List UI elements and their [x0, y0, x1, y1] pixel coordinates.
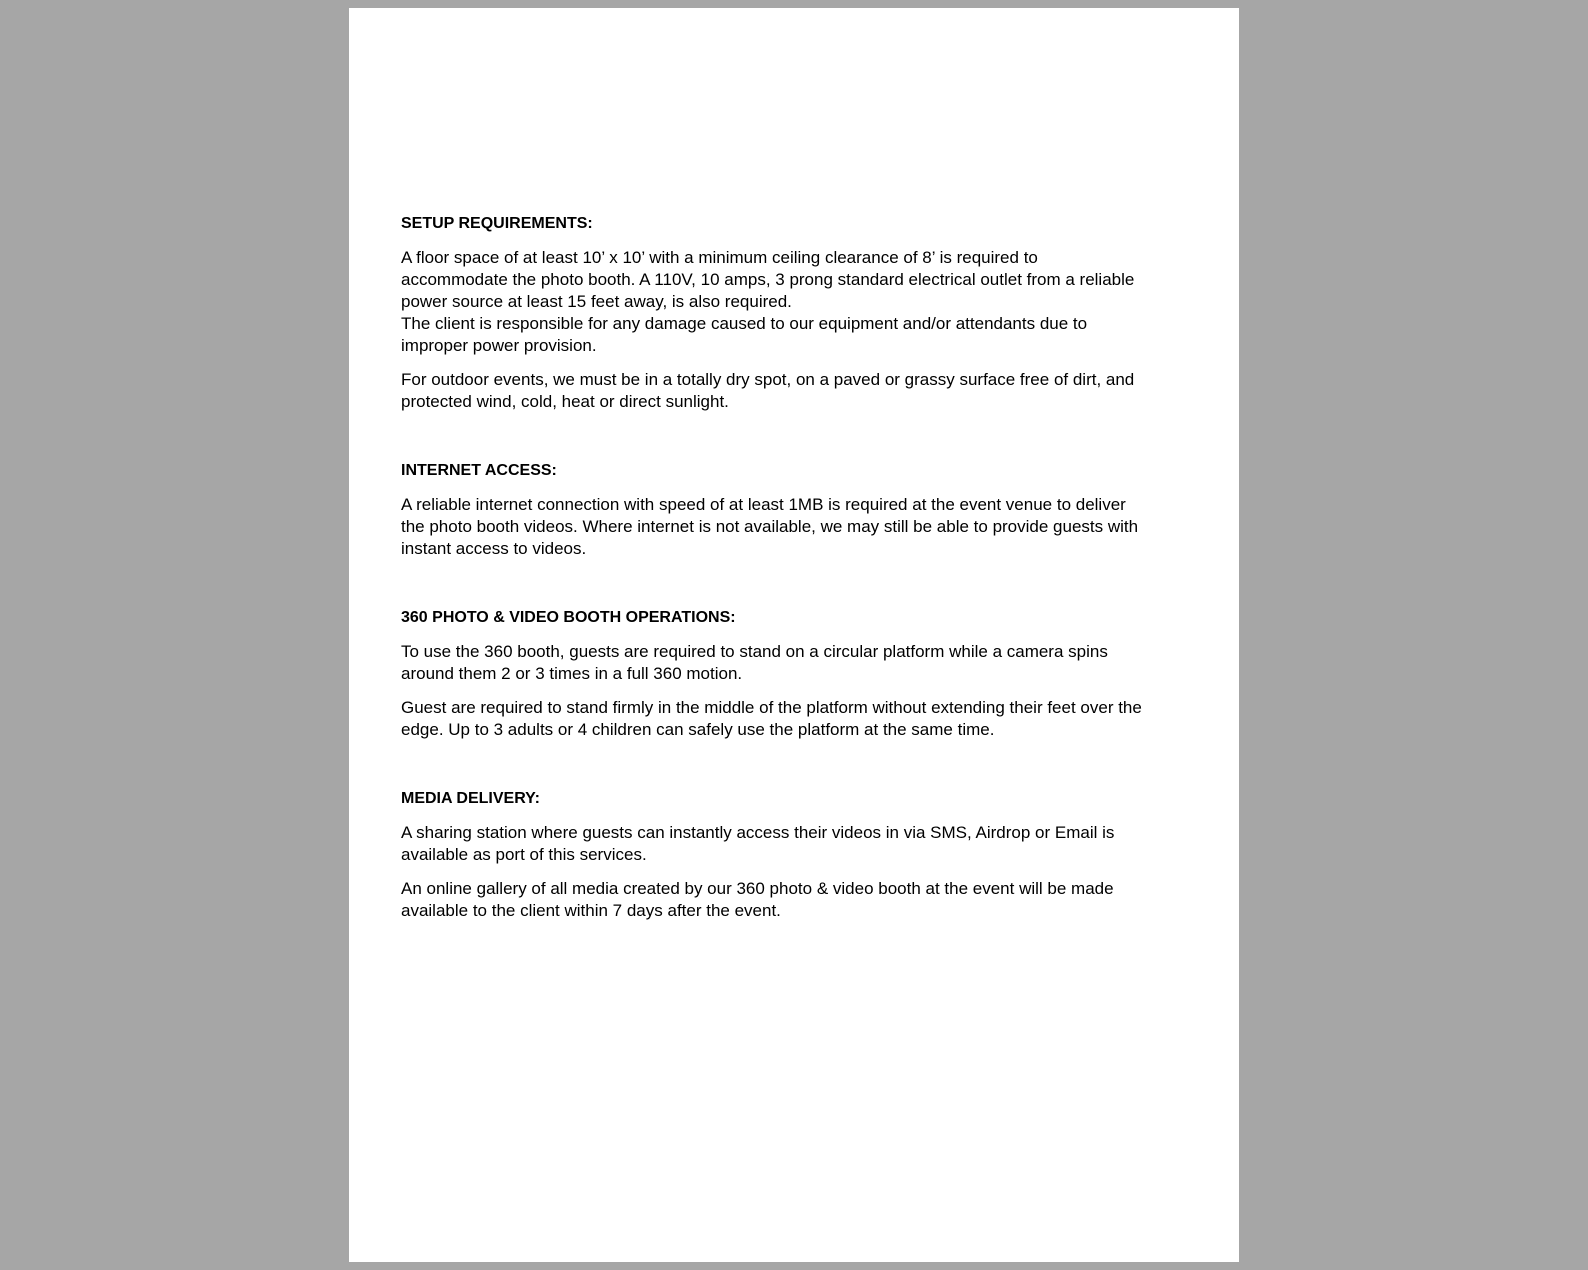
text-line: The client is responsible for any damage caused to our equipment and/or attendants due to [401, 314, 1088, 333]
text-line: A reliable internet connection with speed of at least 1MB is required at the event venue to deliver [401, 495, 1126, 514]
section-media-delivery [401, 788, 1191, 922]
document-body [401, 213, 1191, 922]
text-line: available as port of this services. [401, 845, 647, 864]
paragraph [401, 247, 1191, 357]
paragraph [401, 822, 1191, 866]
document-page [349, 8, 1239, 1262]
text-line: A sharing station where guests can instantly access their videos in via SMS, Airdrop or Email is [401, 823, 1115, 842]
text-line: around them 2 or 3 times in a full 360 motion. [401, 664, 743, 683]
text-line: improper power provision. [401, 336, 597, 355]
paragraph [401, 697, 1191, 741]
text-line: For outdoor events, we must be in a totally dry spot, on a paved or grassy surface free of dirt, and [401, 370, 1135, 389]
text-line: protected wind, cold, heat or direct sunlight. [401, 392, 729, 411]
text-line: An online gallery of all media created by our 360 photo & video booth at the event will be made [401, 879, 1114, 898]
section-setup-requirements [401, 213, 1191, 413]
text-line: To use the 360 booth, guests are required to stand on a circular platform while a camera spins [401, 642, 1108, 661]
paragraph [401, 494, 1191, 560]
section-heading: INTERNET ACCESS: [401, 462, 557, 479]
text-line: instant access to videos. [401, 539, 587, 558]
paragraph [401, 878, 1191, 922]
text-line: power source at least 15 feet away, is also required. [401, 292, 792, 311]
text-line: available to the client within 7 days after the event. [401, 901, 781, 920]
text-line: Guest are required to stand firmly in the middle of the platform without extending their feet over the [401, 698, 1142, 717]
section-booth-operations [401, 607, 1191, 741]
section-heading: 360 PHOTO & VIDEO BOOTH OPERATIONS: [401, 609, 736, 626]
section-heading: SETUP REQUIREMENTS: [401, 215, 593, 232]
section-internet-access [401, 460, 1191, 560]
section-heading: MEDIA DELIVERY: [401, 790, 540, 807]
paragraph [401, 641, 1191, 685]
text-line: the photo booth videos. Where internet is not available, we may still be able to provide guests with [401, 517, 1139, 536]
text-line: edge. Up to 3 adults or 4 children can safely use the platform at the same time. [401, 720, 995, 739]
paragraph [401, 369, 1191, 413]
text-line: A floor space of at least 10’ x 10’ with a minimum ceiling clearance of 8’ is required to [401, 248, 1038, 267]
text-line: accommodate the photo booth. A 110V, 10 amps, 3 prong standard electrical outlet from a reliable [401, 270, 1135, 289]
